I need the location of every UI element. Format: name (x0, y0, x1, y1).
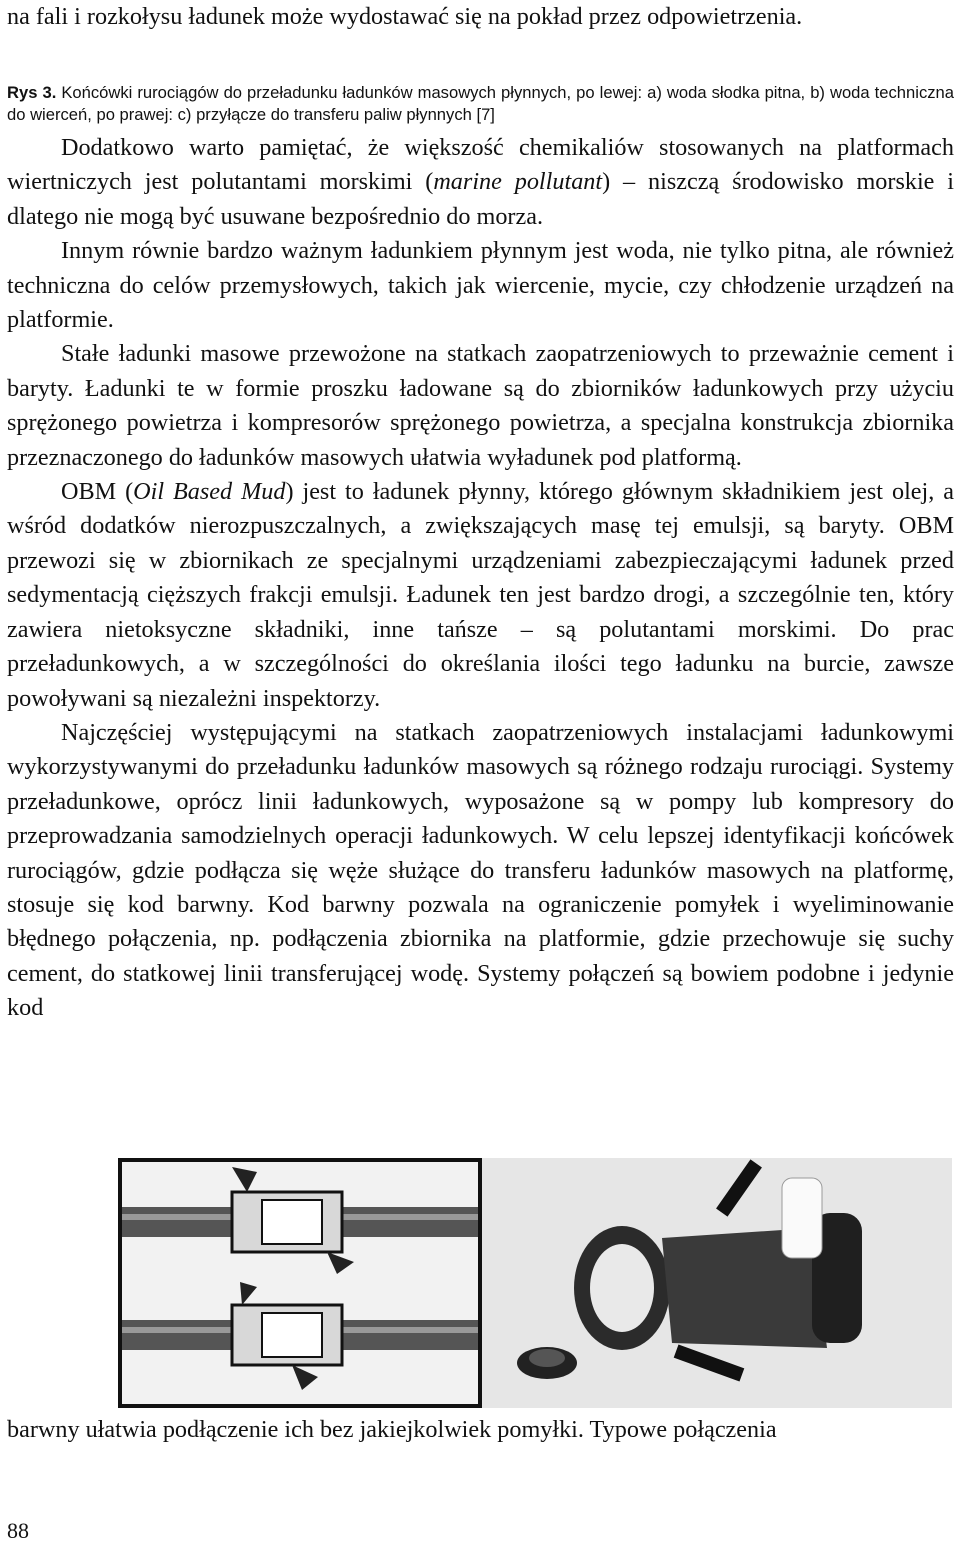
paragraph-2: Innym równie bardzo ważnym ładunkiem płynnym jest woda, nie tylko pitna, ale również techniczna do celów przemysłowych, takich jak wiercenie, mycie, czy chłodzenie urządzeń na platformie. (7, 237, 954, 334)
connector-drawing-svg (122, 1162, 478, 1404)
paragraph-4 (7, 475, 954, 716)
page-number: 88 (7, 1518, 29, 1543)
paragraph-continuation: barwny ułatwia podłączenie ich bez jakiejkolwiek pomyłki. Typowe połączenia (7, 1416, 777, 1443)
p4-text-b: ) jest to ładunek płynny, którego głównym składnikiem jest olej, a wśród dodatków nierozpuszczalnych, a zwiększających masę tej emulsji, są baryty. OBM przewozi się w zbiornikach ze specjalnymi urządzeniami zabezpieczającymi ładunek przed sedymentacją cięższych frakcji emulsji. Ładunek ten jest bardzo drogi, a szczególnie ten, który zawiera nietoksyczne składniki, inne tańsze – są polutantami morskimi. Do prac przeładunkowych, a w szczególności do określania ilości tego ładunku na burcie, zawsze powoływani są niezależni inspektorzy. (7, 478, 954, 712)
figure-caption (7, 82, 954, 126)
paragraph-5: Najczęściej występującymi na statkach zaopatrzeniowych instalacjami ładunkowymi wykorzystywanymi do przeładunku ładunków masowych są różnego rodzaju rurociągi. Systemy przeładunkowe, oprócz linii ładunkowych, wyposażone są w pompy lub kompresory do przeprowadzania samodzielnych operacji ładunkowych. W celu lepszej identyfikacji końcówek rurociągów, gdzie podłącza się węże służące do transferu ładunków masowych na platformę, stosuje się kod barwny. Kod barwny pozwala na ograniczenie pomyłek i wyeliminowanie błędnego połączenia, np. podłączenia zbiornika na platformie, gdzie przechowuje się suchy cement, do statkowej linii transferującej wodę. Systemy połączeń są bowiem podobne i jedynie kod (7, 718, 954, 1022)
paragraph-1 (7, 131, 954, 234)
paragraph-3: Stałe ładunki masowe przewożone na statkach zaopatrzeniowych to przeważnie cement i baryty. Ładunki te w formie proszku ładowane są do zbiorników ładunkowych przy użyciu sprężonego powietrza i kompresorów sprężonego powietrza, a specjalna konstrukcja zbiornika przeznaczonego do ładunków masowych ułatwia wyładunek pod platformą. (7, 340, 954, 471)
p4-italic: Oil Based Mud (133, 478, 286, 506)
p1-text-b: ) – niszczą środowisko morskie i dlatego nie mogą być usuwane bezpośrednio do morza. (7, 168, 955, 230)
figure-pipe-connectors (0, 1158, 960, 1408)
body-text (7, 131, 954, 1026)
caption-text: Końcówki rurociągów do przeładunku ładunków masowych płynnych, po lewej: a) woda słodka pitna, b) woda techniczna do wierceń, po prawej: c) przyłącze do transferu paliw płynnych [7] (7, 83, 954, 124)
lead-text: na fali i rozkołysu ładunek może wydostawać się na pokład przez odpowietrzenia. (7, 3, 803, 30)
caption-label: Rys 3. (7, 83, 57, 102)
p4-text-a: OBM ( (61, 478, 134, 506)
coupling-photo-svg (482, 1158, 952, 1408)
figure-right-fuel-coupling-photo (482, 1158, 952, 1408)
paragraph-lead (7, 0, 954, 34)
figure-left-connectors-drawing (118, 1158, 482, 1408)
p1-italic: marine pollutant (433, 168, 603, 196)
p1-text-a: Dodatkowo warto pamiętać, że większość chemikaliów stosowanych na platformach wiertniczych jest polutantami morskimi ( (7, 134, 954, 196)
